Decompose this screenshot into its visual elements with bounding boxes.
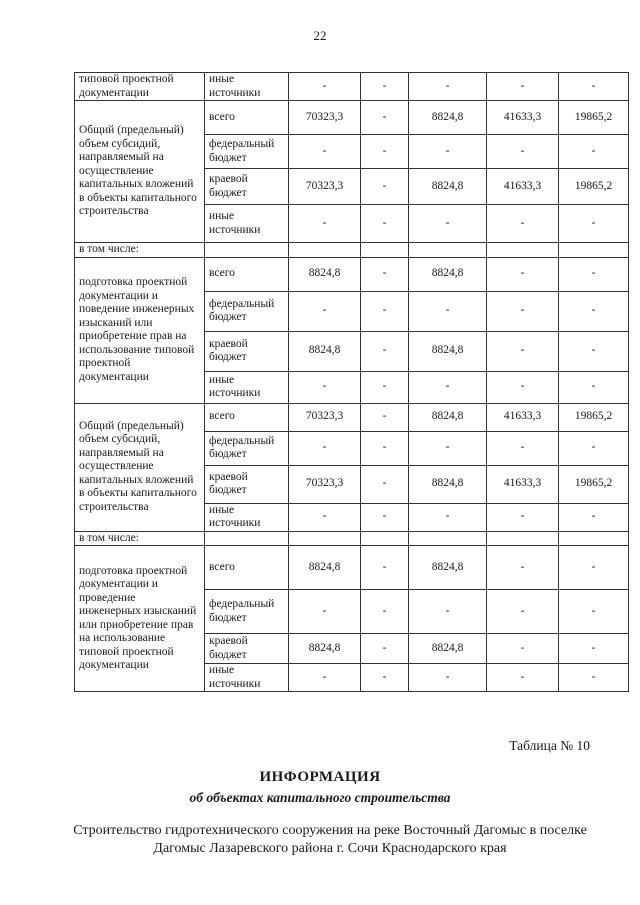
object-name: Строительство гидротехнического сооружения на реке Восточный Дагомыс в поселке Дагомыс Лазаревского района г. Сочи Краснодарского края (73, 823, 587, 856)
amount-cell: - (409, 135, 487, 169)
table-row (75, 73, 629, 101)
table-row (75, 403, 629, 431)
funding-table (74, 72, 629, 692)
amount-cell: - (559, 503, 629, 531)
amount-cell: 19865,2 (559, 169, 629, 205)
empty-cell (205, 531, 289, 546)
amount-cell: - (361, 371, 409, 403)
amount-cell: 41633,3 (487, 169, 559, 205)
amount-cell: 8824,8 (409, 331, 487, 371)
amount-cell: - (487, 503, 559, 531)
amount-cell: 41633,3 (487, 101, 559, 135)
amount-cell: - (361, 101, 409, 135)
empty-cell (205, 243, 289, 258)
table-row (75, 101, 629, 135)
amount-cell: - (409, 503, 487, 531)
amount-cell: - (487, 331, 559, 371)
amount-cell: - (409, 590, 487, 634)
amount-cell: - (487, 590, 559, 634)
amount-cell: 70323,3 (289, 101, 361, 135)
amount-cell: - (559, 257, 629, 291)
amount-cell: - (361, 465, 409, 503)
amount-cell: 8824,8 (409, 403, 487, 431)
table-body (75, 73, 629, 692)
amount-cell: 8824,8 (409, 465, 487, 503)
funding-source: федеральный бюджет (205, 291, 289, 331)
amount-cell: - (289, 73, 361, 101)
amount-cell: - (361, 135, 409, 169)
indicator-description (75, 546, 205, 692)
amount-cell: 41633,3 (487, 465, 559, 503)
indicator-description-text: Общий (предельный) объем субсидий, направляемый на осуществление капитальных вложений в объекты капитального строительства (79, 124, 197, 218)
funding-source: федеральный бюджет (205, 431, 289, 465)
empty-cell (361, 243, 409, 258)
amount-cell: 41633,3 (487, 403, 559, 431)
funding-source: федеральный бюджет (205, 590, 289, 634)
page-number: 22 (313, 28, 327, 43)
amount-cell: - (361, 590, 409, 634)
indicator-description-text: Общий (предельный) объем субсидий, направляемый на осуществление капитальных вложений в объекты капитального строительства (79, 419, 197, 513)
amount-cell: - (361, 73, 409, 101)
amount-cell: - (409, 431, 487, 465)
amount-cell: - (559, 634, 629, 664)
funding-source: краевой бюджет (205, 169, 289, 205)
amount-cell: 8824,8 (289, 634, 361, 664)
empty-cell (559, 243, 629, 258)
amount-cell: 19865,2 (559, 465, 629, 503)
amount-cell: - (409, 371, 487, 403)
amount-cell: 8824,8 (289, 257, 361, 291)
empty-cell (409, 243, 487, 258)
amount-cell: 70323,3 (289, 465, 361, 503)
amount-cell: - (361, 546, 409, 590)
section-row (75, 243, 629, 258)
amount-cell: 70323,3 (289, 169, 361, 205)
amount-cell: - (361, 331, 409, 371)
indicator-description (75, 73, 205, 101)
amount-cell: 8824,8 (409, 101, 487, 135)
amount-cell: - (559, 73, 629, 101)
amount-cell: - (289, 291, 361, 331)
amount-cell: - (487, 257, 559, 291)
funding-source: всего (205, 546, 289, 590)
section-label: в том числе: (75, 243, 205, 258)
amount-cell: - (487, 546, 559, 590)
amount-cell: - (361, 257, 409, 291)
amount-cell: - (487, 205, 559, 243)
funding-source: краевой бюджет (205, 465, 289, 503)
amount-cell: - (361, 634, 409, 664)
amount-cell: - (361, 503, 409, 531)
amount-cell: 8824,8 (409, 546, 487, 590)
amount-cell: - (409, 205, 487, 243)
amount-cell: - (409, 664, 487, 692)
table-row (75, 546, 629, 590)
funding-source: иные источники (205, 503, 289, 531)
amount-cell: 8824,8 (289, 546, 361, 590)
funding-source: иные источники (205, 371, 289, 403)
amount-cell: - (289, 503, 361, 531)
table-caption: Таблица № 10 (509, 738, 590, 753)
empty-cell (487, 243, 559, 258)
amount-cell: 70323,3 (289, 403, 361, 431)
amount-cell: 19865,2 (559, 101, 629, 135)
table-row (75, 257, 629, 291)
funding-source: всего (205, 257, 289, 291)
amount-cell: - (559, 135, 629, 169)
amount-cell: - (559, 431, 629, 465)
section-title: ИНФОРМАЦИЯ (259, 769, 381, 785)
section-subtitle: об объектах капитального строительства (189, 790, 451, 805)
amount-cell: - (289, 590, 361, 634)
amount-cell: 8824,8 (409, 169, 487, 205)
indicator-description-text: типовой проектной документации (79, 73, 174, 99)
amount-cell: - (487, 73, 559, 101)
indicator-description-text: подготовка проектной документации и проведение инженерных изысканий или приобретение прав на использование типовой проектной документации (79, 564, 197, 671)
amount-cell: 8824,8 (409, 634, 487, 664)
amount-cell: - (289, 431, 361, 465)
funding-source: краевой бюджет (205, 634, 289, 664)
amount-cell: - (289, 205, 361, 243)
indicator-description (75, 257, 205, 403)
amount-cell: - (559, 371, 629, 403)
empty-cell (289, 531, 361, 546)
amount-cell: - (487, 135, 559, 169)
amount-cell: 8824,8 (409, 257, 487, 291)
funding-source: иные источники (205, 205, 289, 243)
amount-cell: - (559, 331, 629, 371)
amount-cell: - (361, 291, 409, 331)
funding-source: всего (205, 403, 289, 431)
amount-cell: - (487, 664, 559, 692)
empty-cell (289, 243, 361, 258)
amount-cell: - (559, 546, 629, 590)
indicator-description (75, 403, 205, 531)
amount-cell: - (361, 431, 409, 465)
funding-source: иные источники (205, 73, 289, 101)
amount-cell: - (487, 291, 559, 331)
amount-cell: - (361, 403, 409, 431)
amount-cell: - (487, 634, 559, 664)
section-label: в том числе: (75, 531, 205, 546)
amount-cell: - (361, 169, 409, 205)
empty-cell (361, 531, 409, 546)
amount-cell: - (289, 371, 361, 403)
funding-source: иные источники (205, 664, 289, 692)
amount-cell: - (487, 431, 559, 465)
amount-cell: - (361, 664, 409, 692)
amount-cell: - (361, 205, 409, 243)
amount-cell: 8824,8 (289, 331, 361, 371)
amount-cell: - (559, 664, 629, 692)
amount-cell: - (559, 205, 629, 243)
empty-cell (559, 531, 629, 546)
empty-cell (487, 531, 559, 546)
funding-source: федеральный бюджет (205, 135, 289, 169)
indicator-description-text: подготовка проектной документации и поведение инженерных изысканий или приобретение прав на использование типовой проектной документации (79, 276, 195, 383)
amount-cell: - (289, 664, 361, 692)
empty-cell (409, 531, 487, 546)
funding-source: всего (205, 101, 289, 135)
section-row (75, 531, 629, 546)
amount-cell: - (289, 135, 361, 169)
indicator-description (75, 101, 205, 243)
amount-cell: - (559, 291, 629, 331)
funding-source: краевой бюджет (205, 331, 289, 371)
amount-cell: - (409, 73, 487, 101)
amount-cell: - (487, 371, 559, 403)
amount-cell: - (409, 291, 487, 331)
amount-cell: - (559, 590, 629, 634)
amount-cell: 19865,2 (559, 403, 629, 431)
